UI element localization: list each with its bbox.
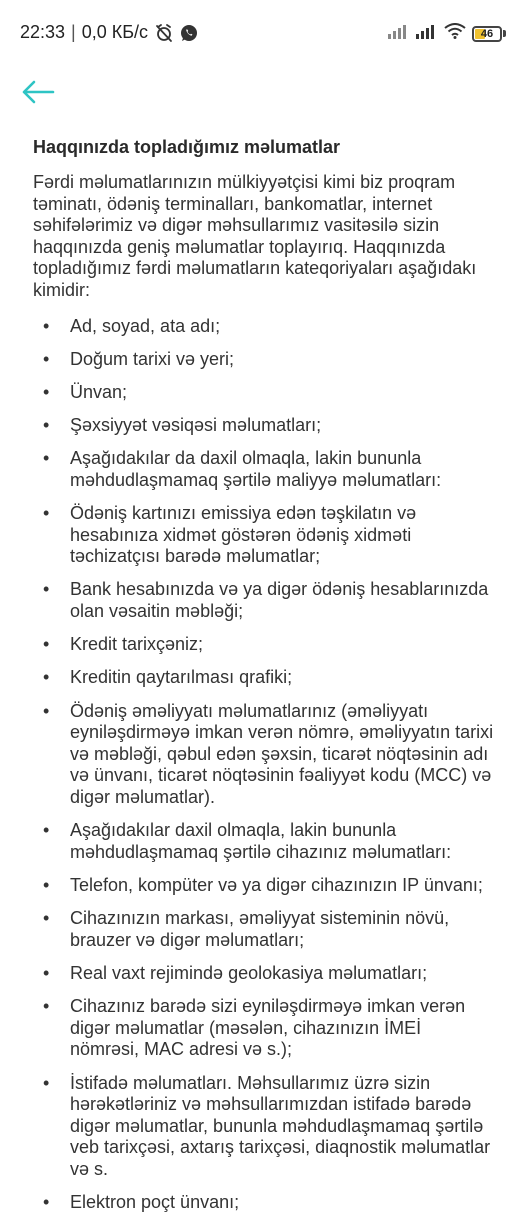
- list-item-text: Kredit tarixçəniz;: [70, 634, 204, 655]
- battery-icon: [472, 26, 502, 42]
- list-item: [33, 1073, 495, 1181]
- list-item: [33, 634, 495, 656]
- bullet-dot: •: [43, 908, 50, 929]
- list-item: [33, 820, 495, 863]
- bullet-dot: •: [43, 700, 50, 721]
- bullet-dot: •: [43, 996, 50, 1017]
- list-item: [33, 448, 495, 491]
- list-item-text: Telefon, kompüter və ya digər cihazınızın IP ünvanı;: [70, 874, 483, 895]
- whatsapp-icon: [180, 24, 198, 42]
- list-item: [33, 963, 495, 985]
- list-item-text: Şəxsiyyət vəsiqəsi məlumatları;: [70, 415, 322, 436]
- clock: 22:33: [20, 22, 66, 42]
- bullet-dot: •: [43, 503, 50, 524]
- list-item-text: Ödəniş kartınızı emissiya edən təşkilatın və hesabınıza xidmət göstərən ödəniş xidməti təchizatçısı barədə məlumatlar;: [70, 503, 417, 567]
- bullet-dot: •: [43, 1192, 50, 1213]
- bullet-dot: •: [43, 381, 50, 402]
- bullet-dot: •: [43, 579, 50, 600]
- list-item: [33, 579, 495, 622]
- list-item: [33, 996, 495, 1061]
- list-item: [33, 701, 495, 809]
- arrow-left-icon: [21, 79, 55, 105]
- list-item-text: Cihazınız barədə sizi eyniləşdirməyə imkan verən digər məlumatlar (məsələn, cihazınızın İMEİ nömrəsi, MAC adresi və s.);: [70, 996, 466, 1060]
- list-item-text: Elektron poçt ünvanı;: [70, 1192, 240, 1213]
- bullet-dot: •: [43, 667, 50, 688]
- bullet-dot: •: [43, 962, 50, 983]
- list-item-text: Real vaxt rejimində geolokasiya məlumatları;: [70, 962, 428, 983]
- list-item-text: Aşağıdakılar da daxil olmaqla, lakin bununla məhdudlaşmamaq şərtilə maliyyə məlumatları:: [70, 448, 442, 490]
- battery-level: 46: [480, 27, 494, 40]
- section-title: Haqqınızda topladığımız məlumatlar: [33, 137, 341, 157]
- list-item: [33, 316, 495, 338]
- list-item: [33, 503, 495, 568]
- bullet-dot: •: [43, 1072, 50, 1093]
- privacy-content: [33, 136, 495, 1225]
- bullet-dot: •: [43, 415, 50, 436]
- list-item-text: Cihazınızın markası, əməliyyat sisteminin növü, brauzer və digər məlumatları;: [70, 908, 450, 950]
- bullet-dot: •: [43, 634, 50, 655]
- list-item-text: Doğum tarixi və yeri;: [70, 348, 235, 369]
- wifi-icon: [444, 23, 466, 44]
- bullet-dot: •: [43, 820, 50, 841]
- bullet-dot: •: [43, 448, 50, 469]
- list-item: [33, 875, 495, 897]
- list-item-text: İstifadə məlumatları. Məhsullarımız üzrə sizin hərəkətləriniz və məhsullarımızdan istifadə barədə digər məlumatlar, bununla məhdudlaşmamaq şərtilə veb tarixçəsi, axtarış tarixçəsi, diaqnostik məlumatlar və s.: [70, 1072, 491, 1179]
- status-bar: [0, 0, 526, 66]
- list-item-text: Bank hesabınızda və ya digər ödəniş hesablarınızda olan vəsaitin məbləği;: [70, 579, 489, 622]
- list-item: [33, 667, 495, 689]
- list-item: [33, 349, 495, 371]
- list-item: [33, 908, 495, 951]
- list-item-text: Ad, soyad, ata adı;: [70, 315, 221, 336]
- network-speed: 0,0 КБ/с: [81, 22, 149, 42]
- list-item-text: Ünvan;: [70, 381, 128, 402]
- list-item: [33, 1192, 495, 1214]
- list-item: [33, 415, 495, 437]
- status-right: [388, 23, 506, 44]
- signal-strength-icon-2: [416, 23, 438, 44]
- status-separator: |: [71, 22, 76, 42]
- battery-tip: [503, 30, 506, 37]
- data-categories-list: [33, 316, 495, 1214]
- list-item-text: Ödəniş əməliyyatı məlumatlarınız (əməliyyatı eyniləşdirməyə imkan verən nömrə, əməliyyatın tarixi və məbləği, qəbul edən şəxsin, ticarət nöqtəsinin adı və ünvanı, ticarət nöqtəsinin fəaliyyət kodu (MCC) və digər məlumatlar).: [70, 700, 494, 807]
- list-item: [33, 382, 495, 404]
- signal-strength-icon: [388, 23, 410, 44]
- bullet-dot: •: [43, 348, 50, 369]
- intro-paragraph: Fərdi məlumatlarınızın mülkiyyətçisi kimi biz proqram təminatı, ödəniş terminalları, bankomatlar, internet səhifələrimiz və digər məhsullarımız vasitəsilə sizin haqqınızda geniş məlumatlar toplayırıq. Haqqınızda topladığımız fərdi məlumatların kateqoriyaları aşağıdakı kimidir:: [33, 172, 477, 300]
- bullet-dot: •: [43, 874, 50, 895]
- list-item-text: Aşağıdakılar daxil olmaqla, lakin bununla məhdudlaşmamaq şərtilə cihazınız məlumatları:: [70, 820, 452, 862]
- bullet-dot: •: [43, 315, 50, 336]
- list-item-text: Kreditin qaytarılması qrafiki;: [70, 667, 293, 688]
- status-left: [20, 22, 198, 43]
- alarm-off-icon: [154, 23, 174, 43]
- back-button[interactable]: [18, 72, 58, 112]
